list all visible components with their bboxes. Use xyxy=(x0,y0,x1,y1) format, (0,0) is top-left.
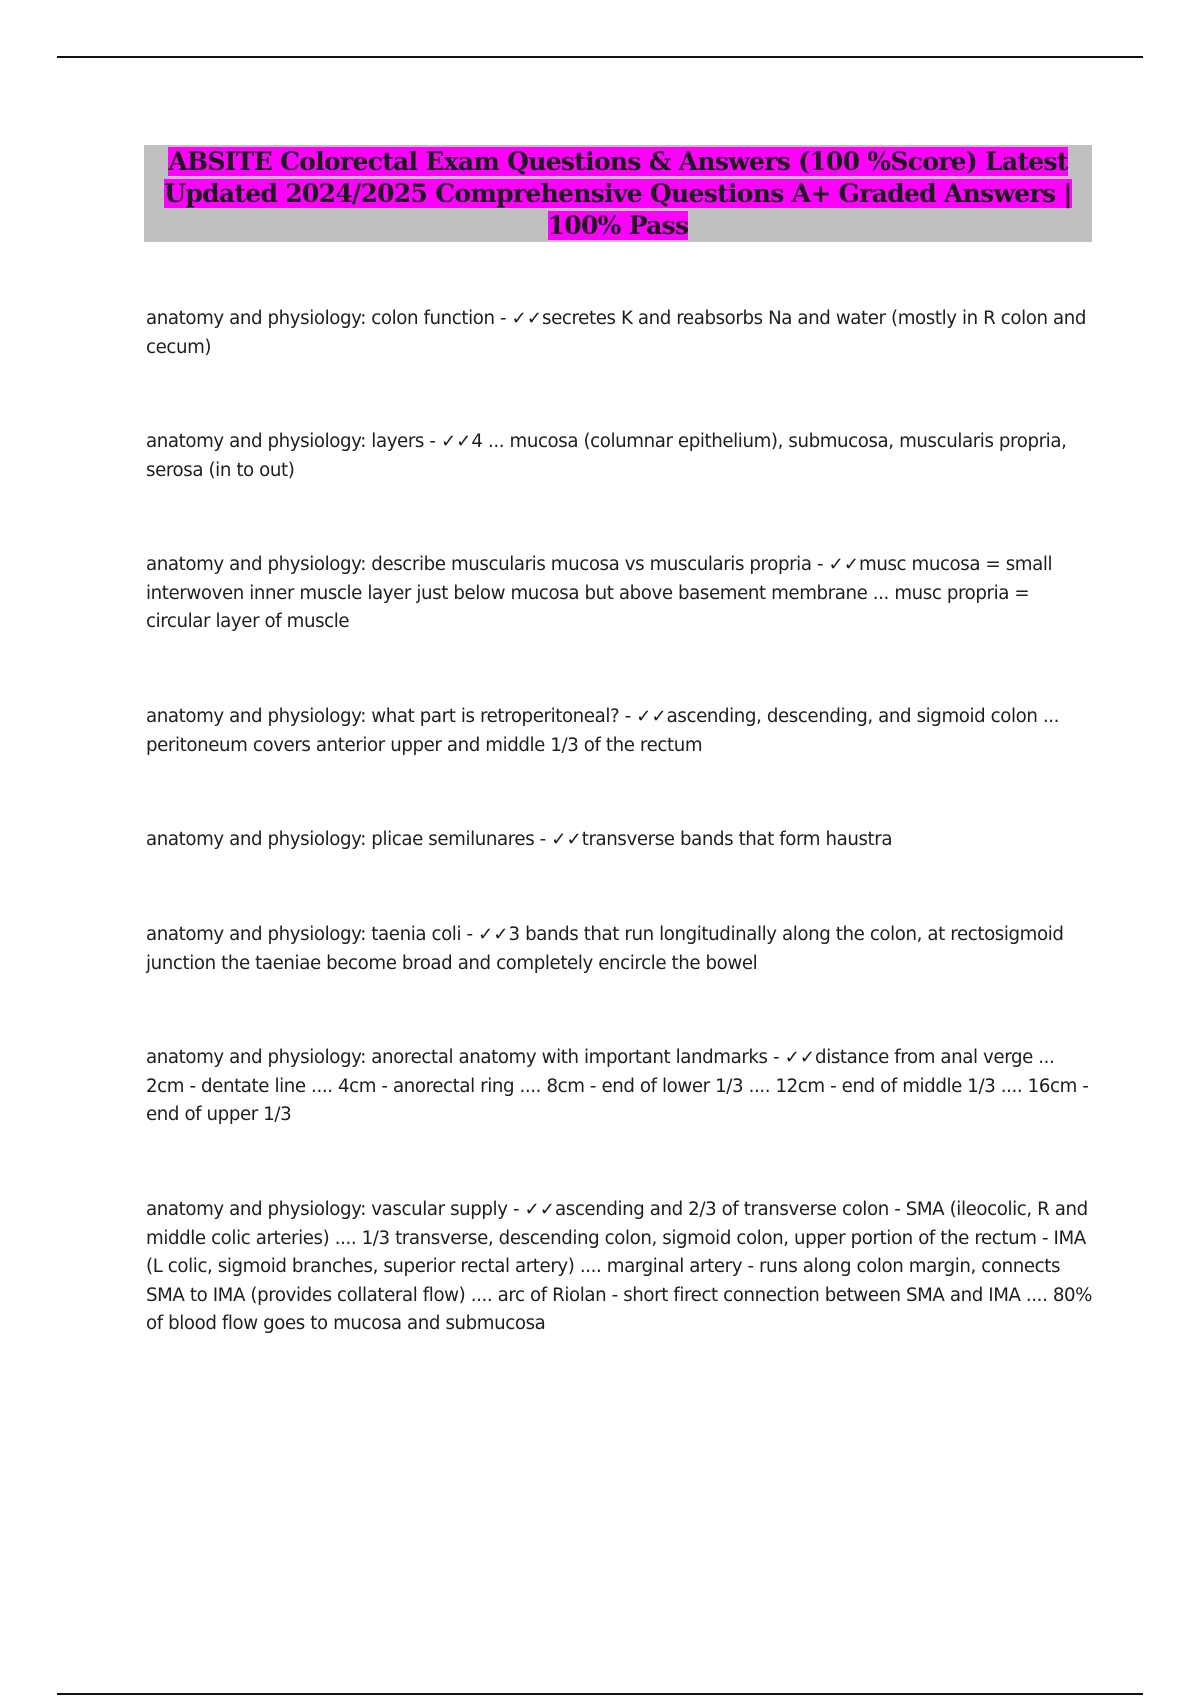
qa-item xyxy=(146,826,1096,855)
answer-text: ascending, descending, and sigmoid colon ... peritoneum covers anterior upper and middle 1/3 of the rectum xyxy=(146,706,1060,756)
double-check-icon: ✓✓ xyxy=(524,1199,555,1220)
qa-item xyxy=(146,551,1096,637)
question-text: anatomy and physiology: anorectal anatomy with important landmarks - xyxy=(146,1047,785,1068)
answer-text: ascending and 2/3 of transverse colon - SMA (ileocolic, R and middle colic arteries) .... 1/3 transverse, descending colon, sigmoid colon, upper portion of the rectum - IMA (L colic, sigmoid branches, superior rectal artery) .... marginal artery - runs along colon margin, connects SMA to IMA (provides collateral flow) .... arc of Riolan - short firect connection between SMA and IMA .... 80% of blood flow goes to mucosa and submucosa xyxy=(146,1199,1093,1334)
question-text: anatomy and physiology: describe muscularis mucosa vs muscularis propria - xyxy=(146,554,829,575)
question-text: anatomy and physiology: what part is retroperitoneal? - xyxy=(146,706,637,727)
question-text: anatomy and physiology: taenia coli - xyxy=(146,924,479,945)
answer-text: 4 ... mucosa (columnar epithelium), submucosa, muscularis propria, serosa (in to out) xyxy=(146,431,1067,481)
qa-item xyxy=(146,921,1096,978)
answer-text: secretes K and reabsorbs Na and water (mostly in R colon and cecum) xyxy=(146,308,1086,358)
double-check-icon: ✓✓ xyxy=(636,706,667,727)
question-text: anatomy and physiology: layers - xyxy=(146,431,441,452)
answer-text: 3 bands that run longitudinally along the colon, at rectosigmoid junction the taeniae become broad and completely encircle the bowel xyxy=(146,924,1064,974)
title-box xyxy=(144,145,1092,242)
qa-item xyxy=(146,703,1096,760)
top-rule xyxy=(57,56,1143,58)
qa-item xyxy=(146,1044,1096,1130)
answer-text: distance from anal verge ... 2cm - dentate line .... 4cm - anorectal ring .... 8cm - end of lower 1/3 .... 12cm - end of middle 1/3 .... 16cm - end of upper 1/3 xyxy=(146,1047,1089,1125)
double-check-icon: ✓✓ xyxy=(828,554,859,575)
qa-item xyxy=(146,305,1096,362)
double-check-icon: ✓✓ xyxy=(440,431,472,452)
qa-item xyxy=(146,428,1096,485)
double-check-icon: ✓✓ xyxy=(784,1047,816,1068)
document-title: ABSITE Colorectal Exam Questions & Answers (100 %Score) Latest Updated 2024/2025 Comprehensive Questions A+ Graded Answers | 100% Pass xyxy=(164,147,1072,240)
question-text: anatomy and physiology: colon function - xyxy=(146,308,512,329)
question-text: anatomy and physiology: vascular supply - xyxy=(146,1199,525,1220)
double-check-icon: ✓✓ xyxy=(511,308,543,329)
answer-text: musc mucosa = small interwoven inner muscle layer just below mucosa but above basement membrane ... musc propria = circular layer of muscle xyxy=(146,554,1053,632)
qa-item xyxy=(146,1196,1096,1339)
double-check-icon: ✓✓ xyxy=(551,829,582,850)
double-check-icon: ✓✓ xyxy=(478,924,509,945)
answer-text: transverse bands that form haustra xyxy=(581,829,893,850)
bottom-rule xyxy=(57,1693,1143,1695)
question-text: anatomy and physiology: plicae semilunares - xyxy=(146,829,552,850)
